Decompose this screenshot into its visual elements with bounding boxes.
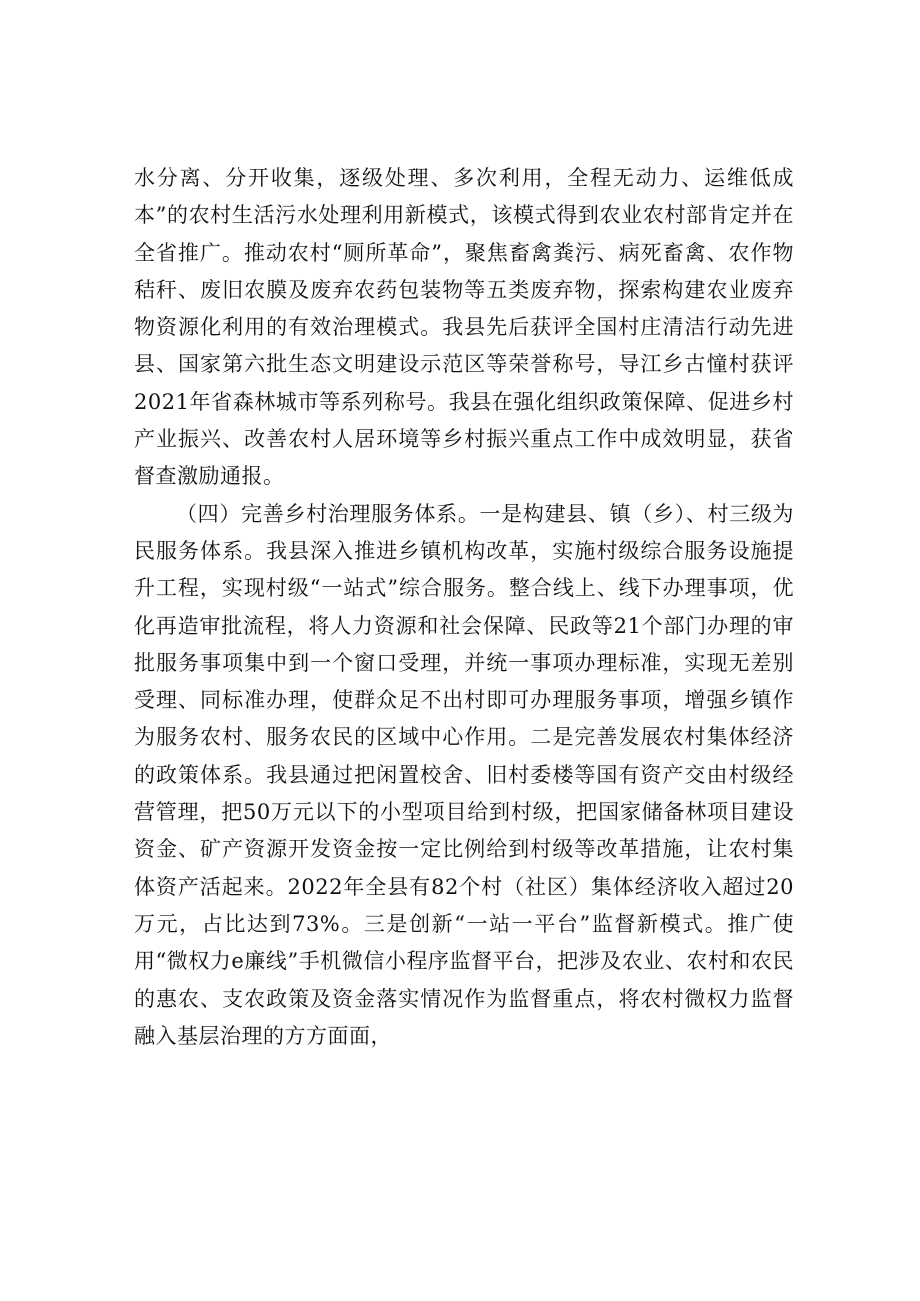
document-body bbox=[134, 160, 794, 1055]
paragraph-governance-service-system: （四）完善乡村治理服务体系。一是构建县、镇（乡）、村三级为民服务体系。我县深入推进乡镇机构改革，实施村级综合服务设施提升工程，实现村级“一站式”综合服务。整合线上、线下办理事项，优化再造审批流程，将人力资源和社会保障、民政等21个部门办理的审批服务事项集中到一个窗口受理，并统一事项办理标准，实现无差别受理、同标准办理，使群众足不出村即可办理服务事项，增强乡镇作为服务农村、服务农民的区域中心作用。二是完善发展农村集体经济的政策体系。我县通过把闲置校舍、旧村委楼等国有资产交由村级经营管理，把50万元以下的小型项目给到村级，把国家储备林项目建设资金、矿产资源开发资金按一定比例给到村级等改革措施，让农村集体资产活起来。2022年全县有82个村（社区）集体经济收入超过20万元，占比达到73%。三是创新“一站一平台”监督新模式。推广使用“微权力e廉线”手机微信小程序监督平台，把涉及农业、农村和农民的惠农、支农政策及资金落实情况作为监督重点，将农村微权力监督融入基层治理的方方面面， bbox=[134, 501, 794, 1048]
paragraph-rural-environment: 水分离、分开收集，逐级处理、多次利用，全程无动力、运维低成本”的农村生活污水处理利用新模式，该模式得到农业农村部肯定并在全省推广。推动农村“厕所革命”，聚焦畜禽粪污、病死畜禽、农作物秸秆、废旧农膜及废弃农药包装物等五类废弃物，探索构建农业废弃物资源化利用的有效治理模式。我县先后获评全国村庄清洁行动先进县、国家第六批生态文明建设示范区等荣誉称号，导江乡古憧村获评2021年省森林城市等系列称号。我县在强化组织政策保障、促进乡村产业振兴、改善农村人居环境等乡村振兴重点工作中成效明显，获省督查激励通报。 bbox=[134, 166, 794, 489]
